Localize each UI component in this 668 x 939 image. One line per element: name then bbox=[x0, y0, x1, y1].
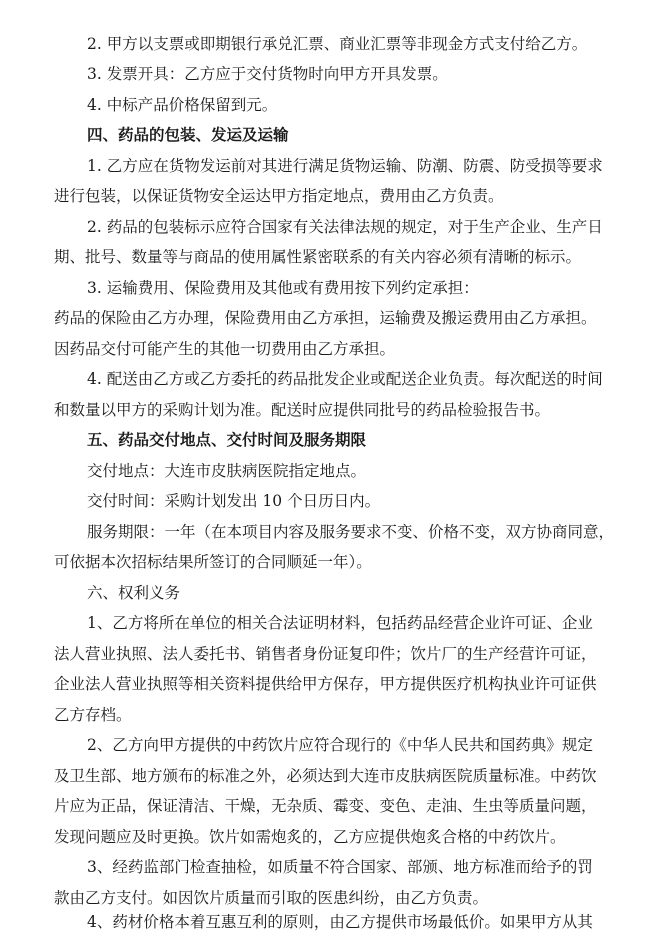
section-heading: 五、药品交付地点、交付时间及服务期限 bbox=[87, 430, 367, 449]
paragraph-line: 乙方存档。 bbox=[54, 706, 132, 724]
paragraph-line: 进行包装，以保证货物安全运达甲方指定地点，费用由乙方负责。 bbox=[54, 187, 504, 205]
paragraph-line: 4. 配送由乙方或乙方委托的药品批发企业或配送企业负责。每次配送的时间 bbox=[87, 370, 603, 388]
paragraph-line: 2. 药品的包装标示应符合国家有关法律法规的规定，对于生产企业、生产日 bbox=[87, 218, 603, 236]
paragraph-line: 发现问题应及时更换。饮片如需炮炙的，乙方应提供炮炙合格的中药饮片。 bbox=[54, 828, 566, 846]
paragraph-line: 企业法人营业执照等相关资料提供给甲方保存，甲方提供医疗机构执业许可证供 bbox=[54, 675, 597, 693]
paragraph-line: 期、批号、数量等与商品的使用属性紧密联系的有关内容必须有清晰的标示。 bbox=[54, 248, 582, 266]
paragraph-line: 及卫生部、地方颁布的标准之外，必须达到大连市皮肤病医院质量标准。中药饮 bbox=[54, 767, 597, 785]
paragraph-line: 款由乙方支付。如因饮片质量而引取的医患纠纷，由乙方负责。 bbox=[54, 889, 489, 907]
paragraph-line: 片应为正品，保证清洁、干燥，无杂质、霉变、变色、走油、生虫等质量问题， bbox=[54, 797, 597, 815]
paragraph-line: 法人营业执照、法人委托书、销售者身份证复印件；饮片厂的生产经营许可证， bbox=[54, 645, 597, 663]
paragraph-line: 2、乙方向甲方提供的中药饮片应符合现行的《中华人民共和国药典》规定 bbox=[87, 736, 593, 754]
paragraph-line: 和数量以甲方的采购计划为准。配送时应提供同批号的药品检验报告书。 bbox=[54, 401, 551, 419]
paragraph-line: 2. 甲方以支票或即期银行承兑汇票、商业汇票等非现金方式支付给乙方。 bbox=[87, 35, 588, 53]
paragraph-line: 1、乙方将所在单位的相关合法证明材料，包括药品经营企业许可证、企业 bbox=[87, 614, 593, 632]
paragraph-line: 4. 中标产品价格保留到元。 bbox=[87, 96, 278, 114]
paragraph-line: 3. 发票开具：乙方应于交付货物时向甲方开具发票。 bbox=[87, 65, 448, 83]
paragraph-line: 1. 乙方应在货物发运前对其进行满足货物运输、防潮、防震、防受损等要求 bbox=[87, 157, 603, 175]
section-heading: 六、权利义务 bbox=[87, 584, 181, 602]
paragraph-line: 药品的保险由乙方办理，保险费用由乙方承担，运输费及搬运费用由乙方承担。 bbox=[54, 309, 597, 327]
paragraph-line: 4、药材价格本着互惠互利的原则，由乙方提供市场最低价。如果甲方从其 bbox=[87, 913, 593, 931]
paragraph-line: 因药品交付可能产生的其他一切费用由乙方承担。 bbox=[54, 340, 396, 358]
paragraph-line: 3、经药监部门检查抽检，如质量不符合国家、部颁、地方标准而给予的罚 bbox=[87, 858, 593, 876]
paragraph-line: 3. 运输费用、保险费用及其他或有费用按下列约定承担： bbox=[87, 279, 479, 297]
paragraph-line: 可依据本次招标结果所签订的合同顺延一年）。 bbox=[54, 553, 372, 571]
paragraph-line: 交付地点：大连市皮肤病医院指定地点。 bbox=[87, 462, 367, 480]
paragraph-line: 服务期限：一年（在本项目内容及服务要求不变、价格不变，双方协商同意， bbox=[87, 523, 615, 541]
section-heading: 四、药品的包装、发运及运输 bbox=[87, 125, 289, 144]
paragraph-line: 交付时间：采购计划发出 10 个日历日内。 bbox=[87, 492, 381, 510]
